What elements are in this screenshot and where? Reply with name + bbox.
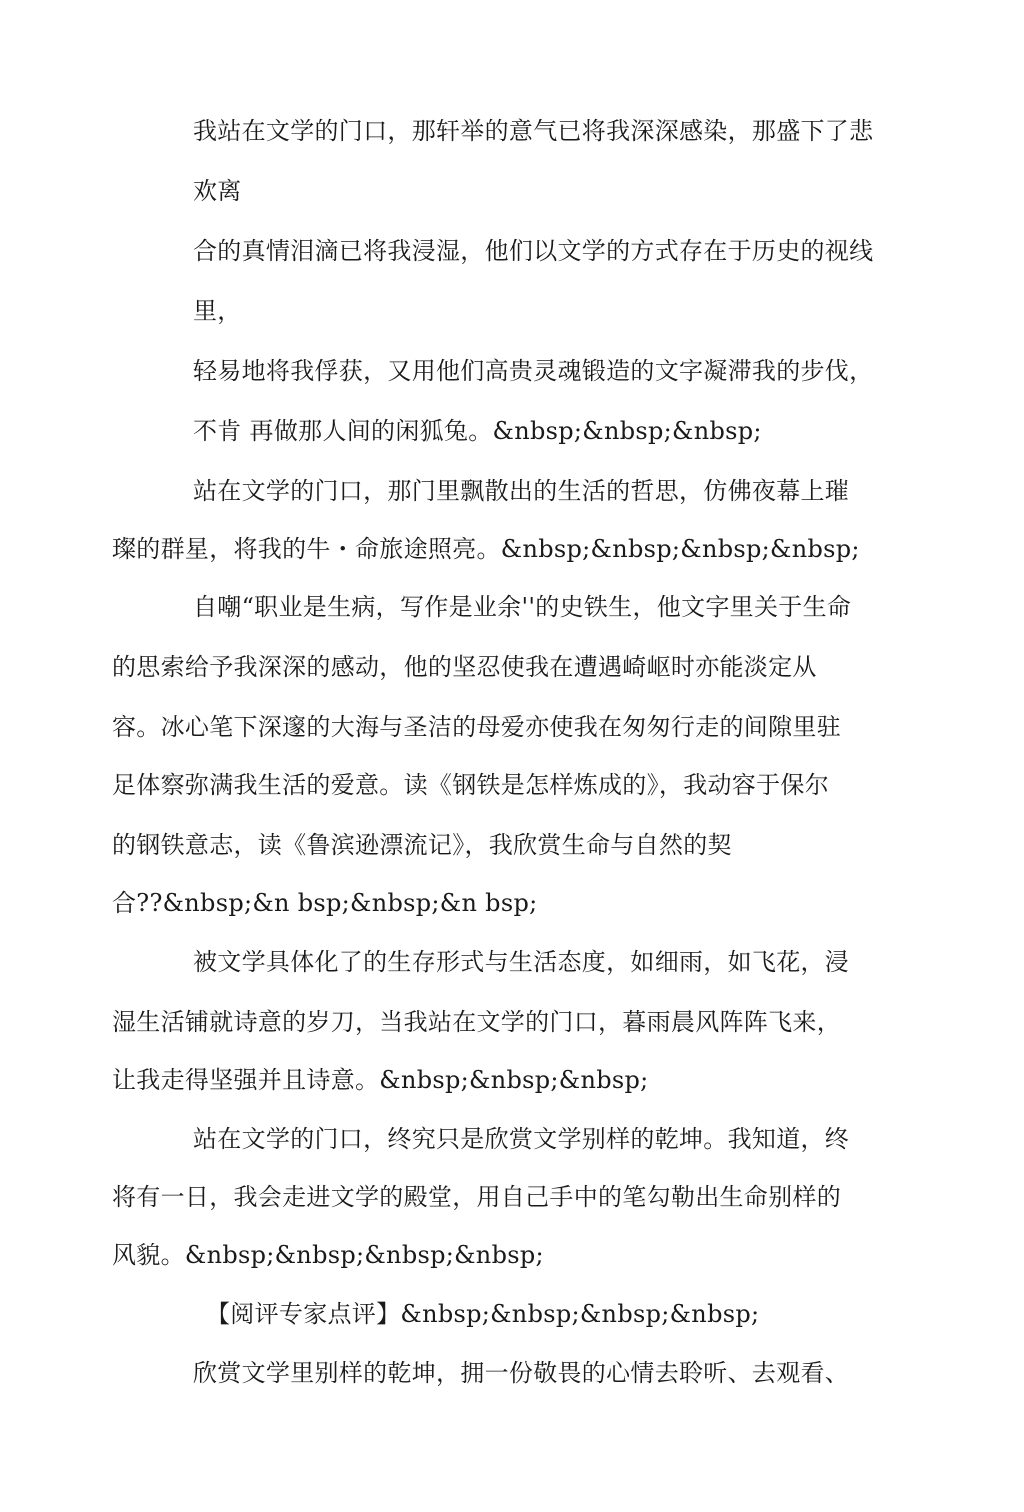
text-line: 站在文学的门口，终究只是欣赏文学别样的乾坤。我知道，终 [193,1125,850,1153]
text-line: 轻易地将我俘获，又用他们高贵灵魂锻造的文字凝滞我的步伐， [193,357,874,385]
text-line: 容。冰心笔下深邃的大海与圣洁的母爱亦使我在匆匆行走的间隙里驻 [112,713,841,741]
text-line: 将有一日，我会走进文学的殿堂，用自己手中的笔勾勒出生命别样的 [112,1183,841,1211]
text-line: 的思索给予我深深的感动，他的坚忍使我在遭遇崎岖时亦能淡定从 [112,653,817,681]
text-line: 被文学具体化了的生存形式与生活态度，如细雨，如飞花，浸 [193,948,850,976]
text-line: 合??&nbsp;&n bsp;&nbsp;&n bsp; [112,889,538,917]
text-line: 风貌。&nbsp;&nbsp;&nbsp;&nbsp; [112,1241,544,1269]
text-line: 璨的群星，将我的牛・命旅途照亮。&nbsp;&nbsp;&nbsp;&nbsp; [112,535,860,563]
text-line: 欢离 [193,177,242,205]
text-line: 里， [193,297,242,325]
section-heading: 【阅评专家点评】&nbsp;&nbsp;&nbsp;&nbsp; [206,1300,760,1328]
text-line: 站在文学的门口，那门里飘散出的生活的哲思，仿佛夜幕上璀 [193,477,850,505]
text-line: 我站在文学的门口，那轩举的意气已将我深深感染，那盛下了悲 [193,117,874,145]
text-line: 欣赏文学里别样的乾坤，拥一份敬畏的心情去聆听、去观看、 [193,1359,850,1387]
text-line: 的钢铁意志，读《鲁滨逊漂流记》，我欣赏生命与自然的契 [112,831,732,859]
text-line: 湿生活铺就诗意的岁刀，当我站在文学的门口，暮雨晨风阵阵飞来， [112,1008,841,1036]
text-line: 自嘲“职业是生病，写作是业余''的史铁生，他文字里关于生命 [193,593,852,621]
text-line: 足体察弥满我生活的爱意。读《钢铁是怎样炼成的》，我动容于保尔 [112,771,829,799]
text-line: 不肯 再做那人间的闲狐兔。&nbsp;&nbsp;&nbsp; [193,417,762,445]
text-line: 让我走得坚强并且诗意。&nbsp;&nbsp;&nbsp; [112,1066,649,1094]
text-line: 合的真情泪滴已将我浸湿，他们以文学的方式存在于历史的视线 [193,237,874,265]
